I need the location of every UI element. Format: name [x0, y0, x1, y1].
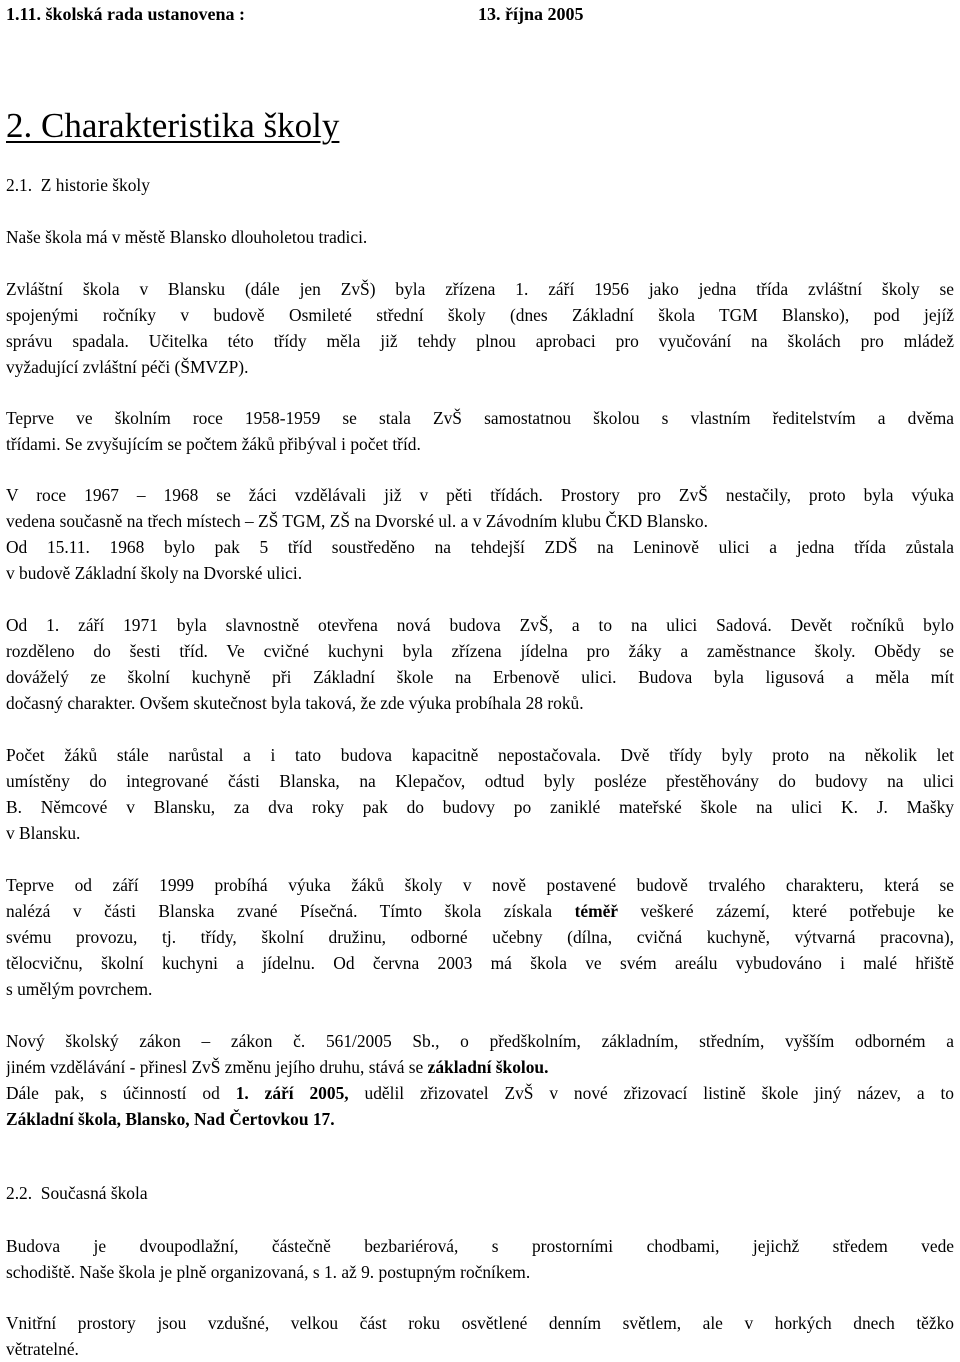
paragraph-line: tělocvičnu, školní kuchyni a jídelnu. Od června 2003 má škola ve svém areálu vybudováno i malé hřiště [6, 953, 954, 973]
council-founded-date: 13. října 2005 [478, 4, 584, 24]
paragraph-line: v Blansku. [6, 823, 81, 843]
paragraph-line: Zvláštní škola v Blansku (dále jen ZvŠ) byla zřízena 1. září 1956 jako jedna třída zvláštní školy se [6, 279, 954, 299]
paragraph-line: třídami. Se zvyšujícím se počtem žáků přibýval i počet tříd. [6, 434, 421, 454]
section-2-2-number: 2.2. [6, 1183, 33, 1203]
history-paragraph-6 [6, 872, 954, 1002]
new-school-name: Základní škola, Blansko, Nad Čertovkou 17. [6, 1109, 335, 1129]
history-paragraph-5 [6, 742, 954, 846]
history-paragraph-3 [6, 482, 954, 586]
section-2-2-heading [6, 1182, 148, 1204]
paragraph-line: Počet žáků stále narůstal a i tato budova kapacitně nepostačovala. Dvě třídy byly proto na několik let [6, 745, 954, 765]
paragraph-line: V roce 1967 – 1968 se žáci vzdělávali již v pěti třídách. Prostory pro ZvŠ nestačily, proto byla výuka [6, 485, 954, 505]
paragraph-line: B. Němcové v Blansku, za dva roky pak do budovy po zaniklé mateřské škole na ulici K. J. Mašky [6, 797, 954, 817]
council-founded-line [6, 2, 584, 26]
paragraph-line: Budova je dvoupodlažní, částečně bezbariérová, s prostorními chodbami, jejichž středem vede [6, 1236, 954, 1256]
paragraph-line: Nový školský zákon – zákon č. 561/2005 Sb., o předškolním, základním, středním, vyšším odborném a [6, 1031, 954, 1051]
paragraph-line: Vnitřní prostory jsou vzdušné, velkou část roku osvětlené denním světlem, ale v horkých dnech těžko [6, 1313, 954, 1333]
text-run: Dále pak, s účinností od [6, 1083, 236, 1103]
paragraph-line: Od 15.11. 1968 bylo pak 5 tříd soustředěno na tehdejší ZDŠ na Leninově ulici a jedna třída zůstala [6, 537, 954, 557]
paragraph-line: Teprve od září 1999 probíhá výuka žáků školy v nově postavené budově trvalého charakteru, která se [6, 875, 954, 895]
history-paragraph-4 [6, 612, 954, 716]
paragraph-line: vyžadující zvláštní péči (ŠMVZP). [6, 357, 249, 377]
section-2-1-number: 2.1. [6, 175, 33, 195]
paragraph-line: svému provozu, tj. třídy, školní družinu, odborné učebny (dílna, cvičná kuchyně, výtvarná pracovna), [6, 927, 954, 947]
text-run: udělil zřizovatel ZvŠ v nové zřizovací listině škole jiný název, a to [348, 1083, 954, 1103]
paragraph-line: správu spadala. Učitelka této třídy měla již tehdy plnou aprobaci pro vyučování na školách pro mládež [6, 331, 954, 351]
paragraph-line: dováželý ze školní kuchyně při Základní škole na Erbenově ulici. Budova byla ligusová a měla mít [6, 667, 954, 687]
emphasis-text: 1. září 2005, [235, 1083, 349, 1103]
current-paragraph-1 [6, 1233, 954, 1285]
emphasis-text: základní školou. [427, 1057, 549, 1077]
paragraph-line: rozděleno do šesti tříd. Ve cvičné kuchyni byla zřízena jídelna pro žáky a zaměstnance školy. Obědy se [6, 641, 954, 661]
paragraph-line: umístěny do integrované části Blanska, na Klepačov, odtud byly posléze přestěhovány do budovy na ulici [6, 771, 954, 791]
text-run: jiném vzdělávání - přinesl ZvŠ změnu jejího druhu, stává se [6, 1057, 428, 1077]
paragraph-line: dočasný charakter. Ovšem skutečnost byla taková, že zde výuka probíhala 28 roků. [6, 693, 584, 713]
paragraph-line: v budově Základní školy na Dvorské ulici. [6, 563, 303, 583]
paragraph-line: vedena současně na třech místech – ZŠ TGM, ZŠ na Dvorské ul. a v Závodním klubu ČKD Blansko. [6, 511, 708, 531]
paragraph-line: schodiště. Naše škola je plně organizovaná, s 1. až 9. postupným ročníkem. [6, 1262, 531, 1282]
paragraph-line: s umělým povrchem. [6, 979, 153, 999]
current-paragraph-2 [6, 1310, 954, 1362]
section-2-heading: 2. Charakteristika školy [6, 106, 340, 145]
council-founded-label: 1.11. školská rada ustanovena : [6, 4, 246, 24]
history-paragraph-7 [6, 1028, 954, 1132]
paragraph-line [6, 1080, 954, 1106]
paragraph-line [6, 1054, 954, 1080]
section-2-2-title: Současná škola [40, 1183, 148, 1203]
history-intro: Naše škola má v městě Blansko dlouholetou tradici. [6, 227, 368, 247]
paragraph-line: větratelné. [6, 1339, 79, 1359]
section-2-1-heading [6, 174, 150, 196]
history-paragraph-1 [6, 276, 954, 380]
text-run: nalézá v části Blanska zvané Písečná. Tímto škola získala [6, 901, 575, 921]
paragraph-line: spojenými ročníky v budově Osmileté střední školy (dnes Základní škola TGM Blansko), pod jejíž [6, 305, 954, 325]
section-2-1-title: Z historie školy [40, 175, 150, 195]
history-paragraph-2 [6, 405, 954, 457]
text-run: veškeré zázemí, které potřebuje ke [618, 901, 954, 921]
paragraph-line: Od 1. září 1971 byla slavnostně otevřena nová budova ZvŠ, a to na ulici Sadová. Devět ročníků bylo [6, 615, 954, 635]
paragraph-line [6, 898, 954, 924]
paragraph-line: Teprve ve školním roce 1958-1959 se stala ZvŠ samostatnou školou s vlastním ředitelstvím a dvěma [6, 408, 954, 428]
emphasis-text: téměř [574, 901, 619, 921]
